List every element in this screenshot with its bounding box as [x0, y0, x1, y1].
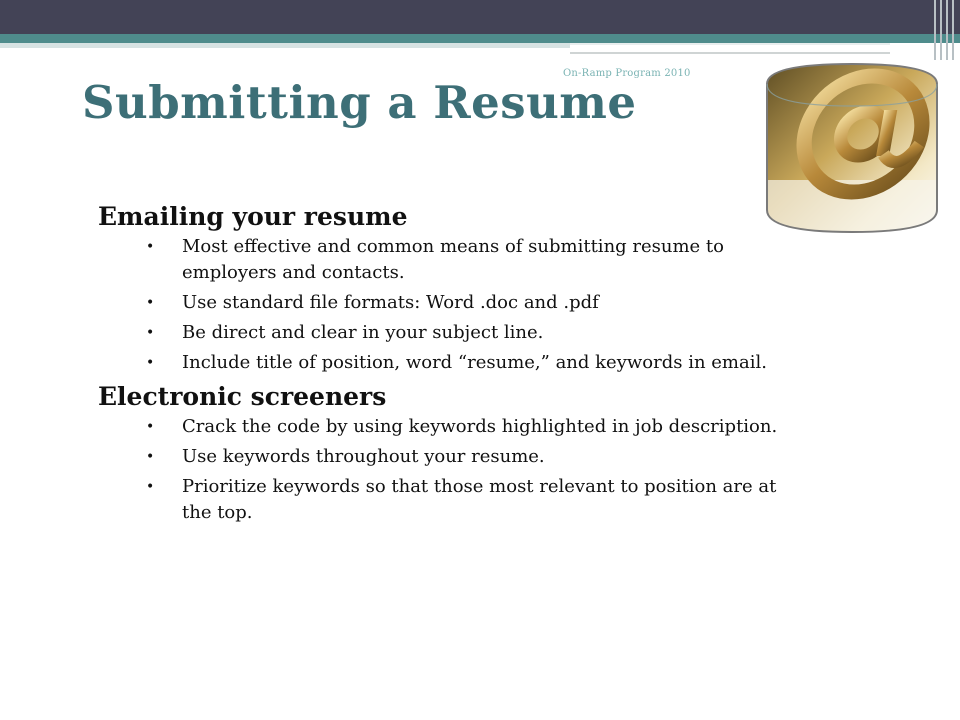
bullet-text: Most effective and common means of submitting resume to employers and contacts. [182, 236, 725, 283]
bullet-dot-icon: • [146, 325, 155, 341]
list-item [98, 444, 778, 470]
decorative-vertical-lines [930, 0, 960, 60]
section-heading-emailing: Emailing your resume [98, 202, 408, 231]
bullet-dot-icon: • [146, 449, 155, 465]
bullet-list-screeners [98, 414, 778, 526]
at-sign-icon [763, 62, 941, 234]
slide-content [98, 200, 778, 530]
bullet-dot-icon: • [146, 419, 155, 435]
slide-title: Submitting a Resume [82, 76, 637, 129]
gray-divider-line [570, 52, 890, 54]
list-item [98, 474, 778, 526]
list-item [98, 414, 778, 440]
light-accent-stripe [0, 43, 570, 48]
slide-footer-text: On-Ramp Program 2010 [563, 68, 691, 79]
bullet-list-emailing [98, 234, 778, 376]
list-item [98, 234, 778, 286]
bullet-text: Prioritize keywords so that those most relevant to position are at the top. [182, 476, 777, 523]
list-item [98, 320, 778, 346]
list-item [98, 350, 778, 376]
bullet-dot-icon: • [146, 295, 155, 311]
bullet-dot-icon: • [146, 479, 155, 495]
bullet-text: Use keywords throughout your resume. [182, 446, 545, 467]
list-item [98, 290, 778, 316]
section-heading-screeners: Electronic screeners [98, 382, 387, 411]
bullet-text: Use standard file formats: Word .doc and .pdf [182, 292, 599, 313]
email-at-sign-image [763, 62, 941, 234]
top-header-bar [0, 0, 960, 34]
bullet-text: Be direct and clear in your subject line. [182, 322, 544, 343]
bullet-dot-icon: • [146, 355, 155, 371]
bullet-text: Include title of position, word “resume,” and keywords in email. [182, 352, 767, 373]
bullet-text: Crack the code by using keywords highlighted in job description. [182, 416, 778, 437]
bullet-dot-icon: • [146, 239, 155, 255]
light-accent-stripe-right [570, 43, 890, 45]
teal-accent-band [0, 34, 960, 43]
